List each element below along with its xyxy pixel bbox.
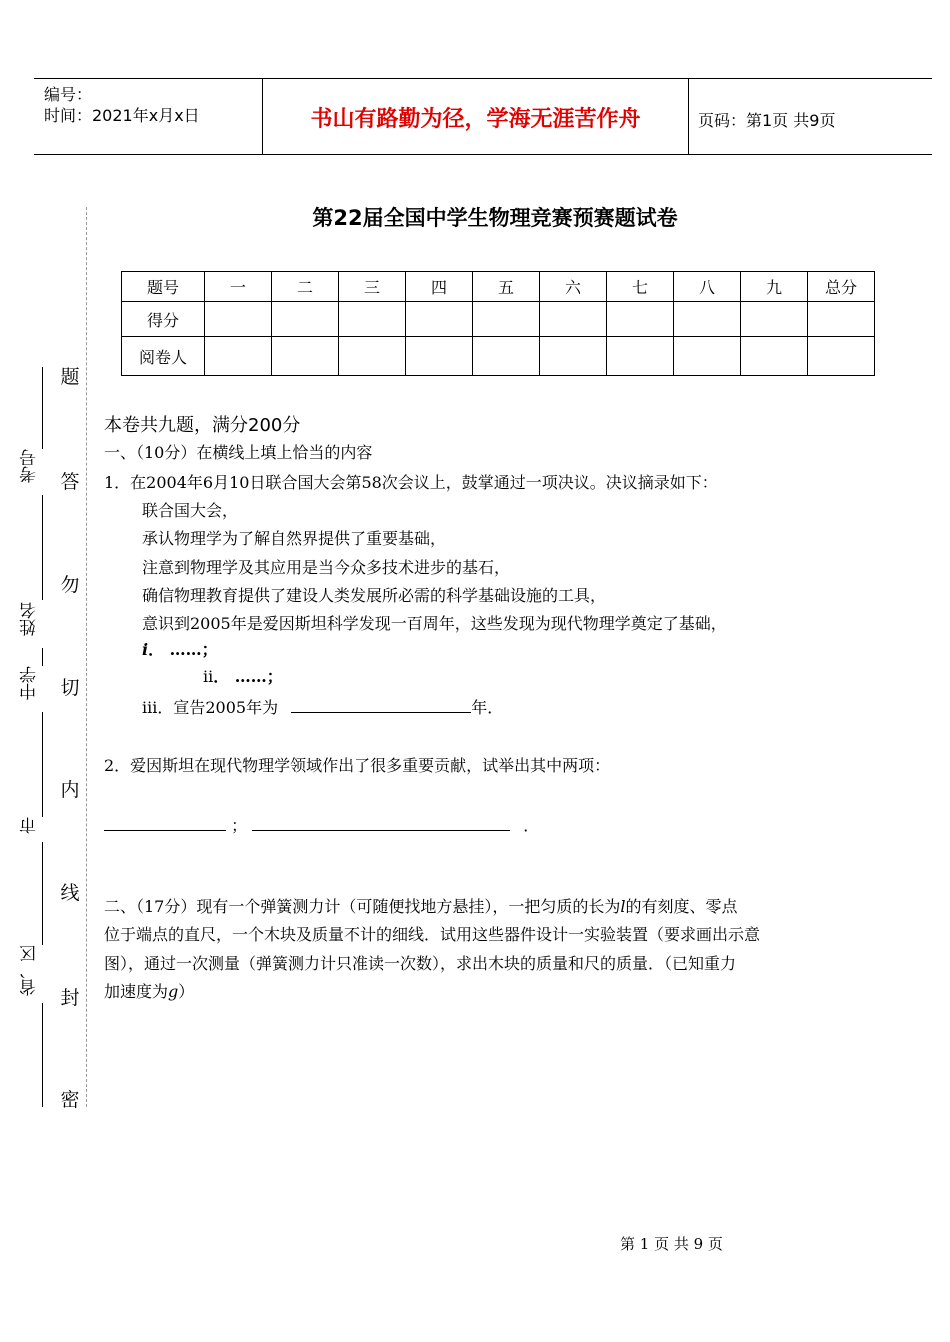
header-top-rule — [34, 78, 932, 79]
seal-char: 答 — [60, 471, 80, 493]
item-ii-mark: ii — [203, 667, 214, 686]
section2-line: 位于端点的直尺，一个木块及质量不计的细线．试用这些器件设计一实验装置（要求画出示意 — [104, 925, 761, 944]
table-cell: 五 — [473, 272, 540, 302]
q2-answer-row — [104, 813, 539, 836]
question-2: 2．爱因斯坦在现代物理学领域作出了很多重要贡献，试举出其中两项： — [104, 756, 611, 775]
section2-text: 加速度为 — [104, 982, 169, 1001]
grader-input-cell[interactable] — [808, 337, 875, 376]
table-cell: 二 — [272, 272, 339, 302]
score-table — [121, 271, 875, 376]
table-cell: 得分 — [122, 302, 205, 337]
section2-text: ） — [178, 982, 195, 1001]
table-cell: 三 — [339, 272, 406, 302]
table-row — [122, 302, 875, 337]
answer-end: ． — [523, 816, 540, 835]
time-label: 时间：2021年x月x日 — [44, 106, 200, 125]
page-title: 第22届全国中学生物理竞赛预赛题试卷 — [312, 206, 678, 230]
grader-input-cell[interactable] — [741, 337, 808, 376]
province-line — [42, 1003, 43, 1107]
table-cell: 八 — [674, 272, 741, 302]
answer-blank-year[interactable] — [291, 712, 471, 713]
section1-heading: 一、（10分）在横线上填上恰当的内容 — [104, 443, 373, 462]
score-input-cell[interactable] — [339, 302, 406, 337]
resolution-line: 承认物理学为了解自然界提供了重要基础， — [142, 529, 447, 548]
item-ii — [203, 664, 283, 687]
grader-input-cell[interactable] — [607, 337, 674, 376]
table-cell: 总分 — [808, 272, 875, 302]
resolution-line: 意识到2005年是爱因斯坦科学发现一百周年，这些发现为现代物理学奠定了基础， — [142, 614, 727, 633]
seal-char: 密 — [60, 1089, 80, 1111]
seal-char: 题 — [60, 366, 80, 388]
item-ii-text: ． ……； — [213, 667, 283, 686]
table-cell: 七 — [607, 272, 674, 302]
score-input-cell[interactable] — [540, 302, 607, 337]
gravity-variable: g — [168, 982, 179, 1001]
answer-separator: ； — [231, 816, 248, 835]
table-cell: 题号 — [122, 272, 205, 302]
city-line — [42, 842, 43, 945]
table-cell: 九 — [741, 272, 808, 302]
intro: 本卷共九题，满分200分 — [104, 415, 301, 436]
header-bottom-rule — [34, 154, 932, 155]
table-cell: 阅卷人 — [122, 337, 205, 376]
grader-input-cell[interactable] — [339, 337, 406, 376]
school-label: 中学 — [20, 666, 40, 700]
exam-no-line — [42, 367, 43, 449]
resolution-line: 联合国大会， — [142, 501, 239, 520]
item-iii — [142, 695, 503, 718]
answer-blank-2[interactable] — [252, 830, 510, 831]
section2-line: 图），通过一次测量（弹簧测力计只准读一次数），求出木块的质量和尺的质量．（已知重力 — [104, 954, 737, 973]
section2-text: 二、（17分）现有一个弹簧测力计（可随便找地方悬挂），一把匀质的长为 — [104, 897, 621, 916]
seal-char: 线 — [60, 882, 80, 904]
grader-input-cell[interactable] — [473, 337, 540, 376]
exam-no-label: 考号 — [20, 449, 40, 483]
score-input-cell[interactable] — [473, 302, 540, 337]
item-iii-mark: iii — [142, 698, 158, 717]
grader-input-cell[interactable] — [540, 337, 607, 376]
province-label: 省、区 — [20, 945, 40, 996]
score-input-cell[interactable] — [406, 302, 473, 337]
item-i-mark: i — [142, 640, 149, 659]
length-variable: l — [620, 897, 626, 916]
table-cell: 六 — [540, 272, 607, 302]
name-line — [42, 495, 43, 600]
seal-char: 封 — [60, 987, 80, 1009]
table-row — [122, 337, 875, 376]
section2-line — [104, 894, 738, 917]
table-cell: 四 — [406, 272, 473, 302]
name-label: 姓名 — [20, 602, 40, 636]
city-label: 市 — [20, 817, 40, 834]
motto: 书山有路勤为径，学海无涯苦作舟 — [310, 107, 641, 132]
resolution-line: 注意到物理学及其应用是当今众多技术进步的基石， — [142, 558, 511, 577]
score-input-cell[interactable] — [808, 302, 875, 337]
score-input-cell[interactable] — [674, 302, 741, 337]
name-school-line — [42, 648, 43, 666]
score-input-cell[interactable] — [205, 302, 272, 337]
item-i — [142, 637, 218, 660]
score-input-cell[interactable] — [607, 302, 674, 337]
serial-label: 编号： — [44, 85, 93, 104]
question-1: 1．在2004年6月10日联合国大会第58次会议上，鼓掌通过一项决议。决议摘录如下： — [104, 473, 718, 492]
page-label: 页码：第1页 共9页 — [698, 111, 836, 130]
table-row — [122, 272, 875, 302]
grader-input-cell[interactable] — [406, 337, 473, 376]
page-footer: 第 1 页 共 9 页 — [620, 1235, 723, 1253]
answer-blank-1[interactable] — [104, 830, 226, 831]
item-iii-end: 年． — [471, 698, 504, 717]
grader-input-cell[interactable] — [272, 337, 339, 376]
section2-line — [104, 979, 194, 1002]
table-cell: 一 — [205, 272, 272, 302]
seal-char: 切 — [60, 677, 80, 699]
grader-input-cell[interactable] — [674, 337, 741, 376]
seal-char: 内 — [60, 779, 80, 801]
seal-char: 勿 — [60, 574, 80, 596]
score-input-cell[interactable] — [272, 302, 339, 337]
binding-dashed-line — [86, 207, 87, 1107]
school-line — [42, 712, 43, 817]
item-i-text: ． ……； — [148, 640, 218, 659]
grader-input-cell[interactable] — [205, 337, 272, 376]
section2-text: 的有刻度、零点 — [625, 897, 738, 916]
item-iii-text: ．宣告2005年为 — [157, 698, 279, 717]
resolution-line: 确信物理教育提供了建设人类发展所必需的科学基础设施的工具， — [142, 586, 607, 605]
header-divider — [688, 78, 689, 155]
score-input-cell[interactable] — [741, 302, 808, 337]
